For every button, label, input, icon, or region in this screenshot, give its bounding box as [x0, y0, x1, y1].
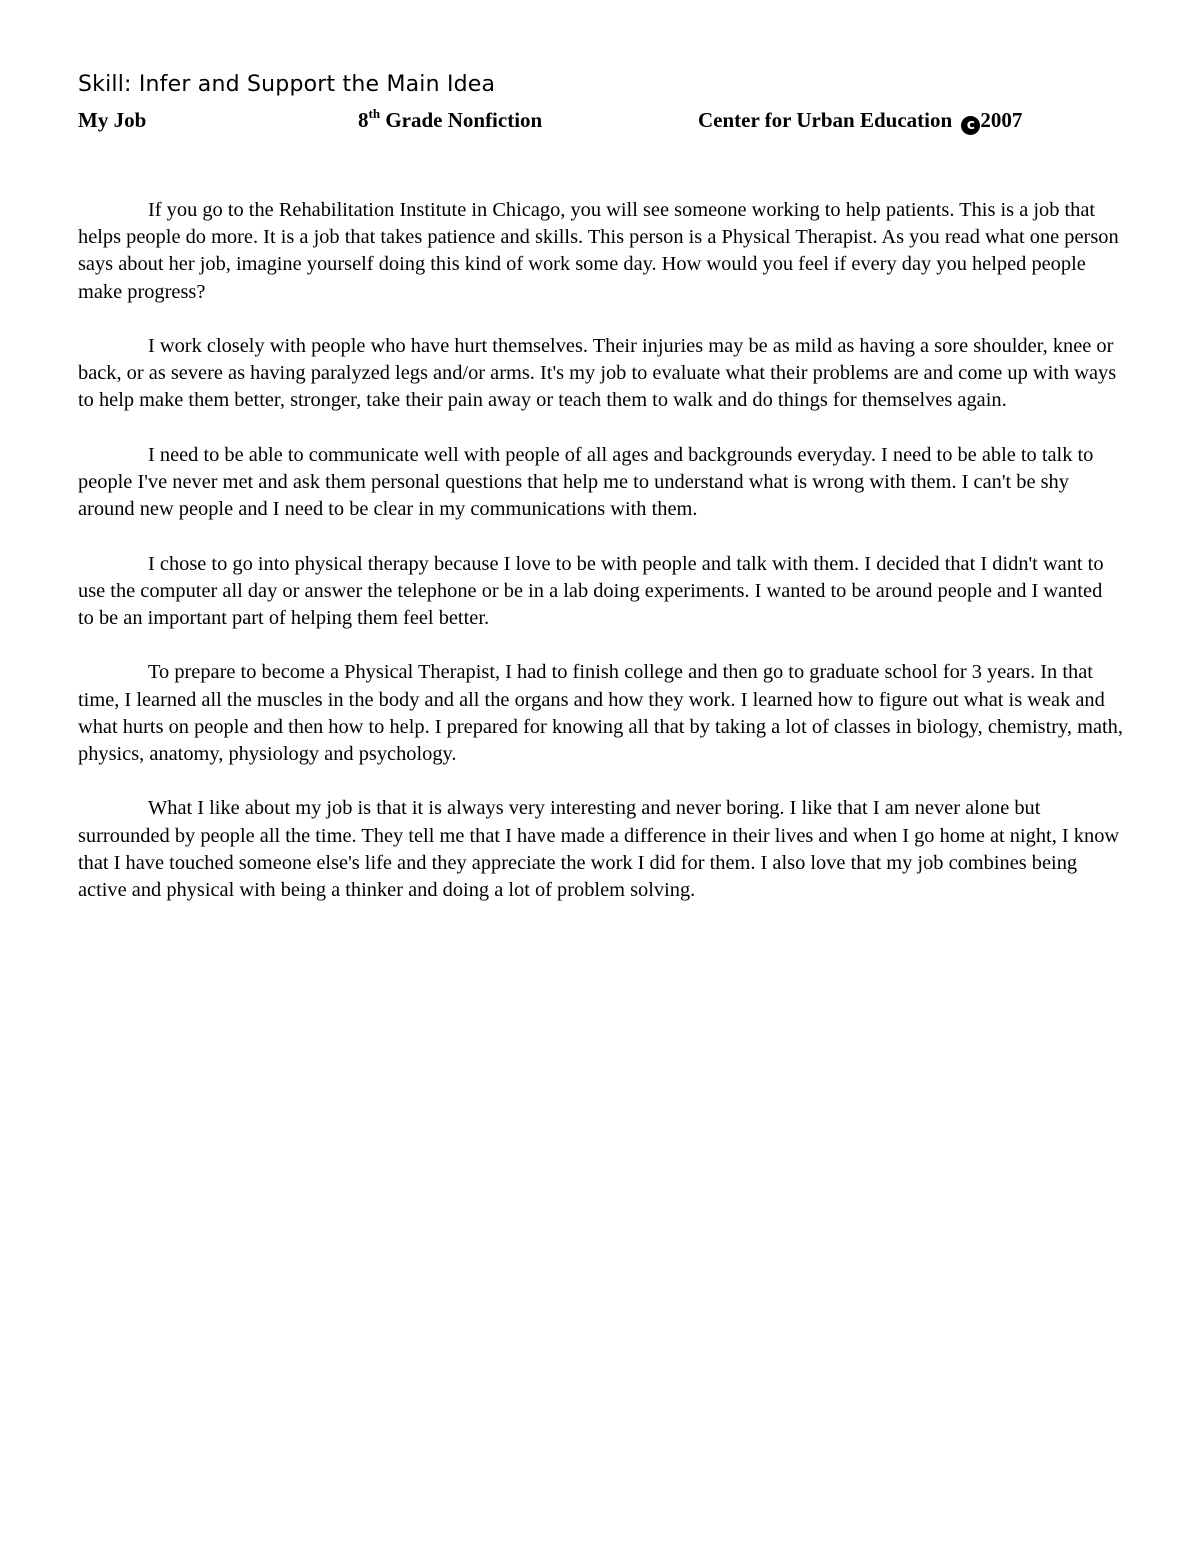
document-header — [78, 108, 1138, 138]
document-title: My Job — [78, 108, 147, 132]
paragraph-preparation: To prepare to become a Physical Therapist, I had to finish college and then go to graduate school for 3 years. In that time, I learned all the muscles in the body and all the organs and how they work. I learned how to figure out what is weak and what hurts on people and then how to help. I prepared for knowing all that by taking a lot of classes in biology, chemistry, math, physics, anatomy, physiology and psychology. — [78, 661, 1123, 765]
skill-heading: Skill: Infer and Support the Main Idea — [78, 72, 496, 97]
copyright-year: 2007 — [980, 108, 1023, 132]
article-body — [78, 197, 1123, 931]
grade-label — [358, 108, 542, 133]
copyright-icon: c — [961, 116, 980, 135]
grade-text: Grade Nonfiction — [380, 108, 543, 132]
publisher-name: Center for Urban Education — [698, 108, 958, 132]
paragraph-injuries: I work closely with people who have hurt themselves. Their injuries may be as mild as having a sore shoulder, knee or back, or as severe as having paralyzed legs and/or arms. It's my job to evaluate what their problems are and come up with ways to help make them better, stronger, take their pain away or teach them to walk and do things for themselves again. — [78, 335, 1117, 412]
grade-number: 8 — [358, 108, 369, 132]
paragraph-choice: I chose to go into physical therapy because I love to be with people and talk with them. I decided that I didn't want to use the computer all day or answer the telephone or be in a lab doing experiments. I wanted to be around people and I wanted to be an important part of helping them feel better. — [78, 552, 1104, 629]
paragraph-intro: If you go to the Rehabilitation Institute in Chicago, you will see someone working to help patients. This is a job that helps people do more. It is a job that takes patience and skills. This person is a Physical Therapist. As you read what one person says about her job, imagine yourself doing this kind of work some day. How would you feel if every day you helped people make progress? — [78, 199, 1119, 303]
grade-suffix: th — [368, 106, 381, 121]
paragraph-likes: What I like about my job is that it is always very interesting and never boring. I like that I am never alone but surrounded by people all the time. They tell me that I have made a difference in their lives and when I go home at night, I know that I have touched someone else's life and they appreciate the work I did for them. I also love that my job combines being active and physical with being a thinker and doing a lot of problem solving. — [78, 797, 1120, 901]
publisher-label — [698, 108, 1022, 135]
paragraph-communication: I need to be able to communicate well with people of all ages and backgrounds everyday. I need to be able to talk to people I've never met and ask them personal questions that help me to understand what is wrong with them. I can't be shy around new people and I need to be clear in my communications with them. — [78, 443, 1094, 521]
